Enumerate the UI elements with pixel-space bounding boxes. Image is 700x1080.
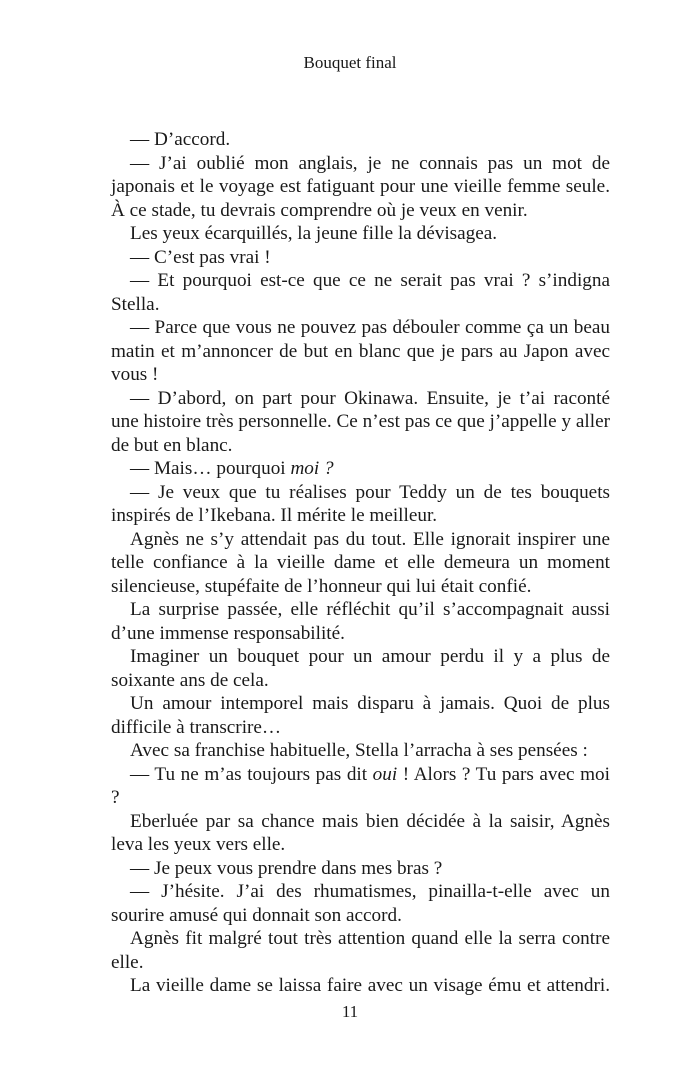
paragraph	[111, 645, 610, 692]
text-run: Agnès ne s’y attendait pas du tout. Elle ignorait inspirer une telle confiance à la vieille dame et elle demeura un moment silencieuse, stupéfaite de l’honneur qui lui était confié.	[111, 528, 610, 597]
paragraph	[111, 810, 610, 857]
paragraph	[111, 692, 610, 739]
paragraph	[111, 387, 610, 458]
paragraph	[111, 763, 610, 810]
paragraph	[111, 222, 610, 246]
text-run: — J’ai oublié mon anglais, je ne connais pas un mot de japonais et le voyage est fatiguant pour une vieille femme seule. À ce stade, tu devrais comprendre où je veux en venir.	[111, 152, 610, 221]
text-run: — D’abord, on part pour Okinawa. Ensuite, je t’ai raconté une histoire très personnelle. Ce n’est pas ce que j’appelle y aller de but en blanc.	[111, 387, 610, 456]
text-run: Avec sa franchise habituelle, Stella l’arracha à ses pensées :	[130, 740, 588, 761]
paragraph	[111, 152, 610, 223]
running-head: Bouquet final	[303, 53, 397, 72]
text-run: Un amour intemporel mais disparu à jamais. Quoi de plus difficile à transcrire…	[111, 693, 610, 738]
paragraph	[111, 316, 610, 387]
paragraph	[111, 246, 610, 270]
text-run: Imaginer un bouquet pour un amour perdu il y a plus de soixante ans de cela.	[111, 646, 610, 691]
paragraph	[111, 974, 610, 998]
text-run: — Mais… pourquoi	[130, 458, 291, 479]
body-text	[111, 128, 610, 998]
text-run: — Tu ne m’as toujours pas dit	[130, 763, 373, 785]
paragraph	[111, 457, 610, 481]
text-run: — D’accord.	[130, 129, 231, 150]
paragraph	[111, 598, 610, 645]
paragraph	[111, 481, 610, 528]
text-run: — Je peux vous prendre dans mes bras ?	[130, 857, 443, 879]
text-run: — Et pourquoi est-ce que ce ne serait pas vrai ? s’indigna Stella.	[111, 270, 610, 315]
text-run: Agnès fit malgré tout très attention quand elle la serra contre elle.	[111, 928, 610, 973]
text-run: Eberluée par sa chance mais bien décidée à la saisir, Agnès leva les yeux vers elle.	[111, 810, 610, 855]
text-run: La vieille dame se laissa faire avec un visage ému et attendri.	[130, 975, 610, 996]
italic-text: oui	[372, 763, 398, 785]
paragraph	[111, 739, 610, 763]
paragraph	[111, 128, 610, 152]
text-run: — C’est pas vrai !	[130, 246, 271, 268]
text-run: — Parce que vous ne pouvez pas débouler comme ça un beau matin et m’annoncer de but en blanc que je pars au Japon avec vous !	[111, 317, 610, 385]
paragraph	[111, 528, 610, 599]
text-run: ! Alors ? Tu pars avec moi ?	[111, 763, 610, 808]
page-number: 11	[341, 1002, 359, 1021]
italic-text: moi ?	[290, 458, 334, 479]
paragraph	[111, 880, 610, 927]
paragraph	[111, 927, 610, 974]
text-run: — J’hésite. J’ai des rhumatismes, pinailla-t-elle avec un sourire amusé qui donnait son accord.	[111, 881, 610, 926]
paragraph	[111, 269, 610, 316]
text-run: Les yeux écarquillés, la jeune fille la dévisagea.	[130, 223, 498, 244]
text-run: — Je veux que tu réalises pour Teddy un de tes bouquets inspirés de l’Ikebana. Il mérite le meilleur.	[111, 481, 610, 526]
paragraph	[111, 857, 610, 881]
text-run: La surprise passée, elle réfléchit qu’il s’accompagnait aussi d’une immense responsabilité.	[111, 599, 610, 644]
